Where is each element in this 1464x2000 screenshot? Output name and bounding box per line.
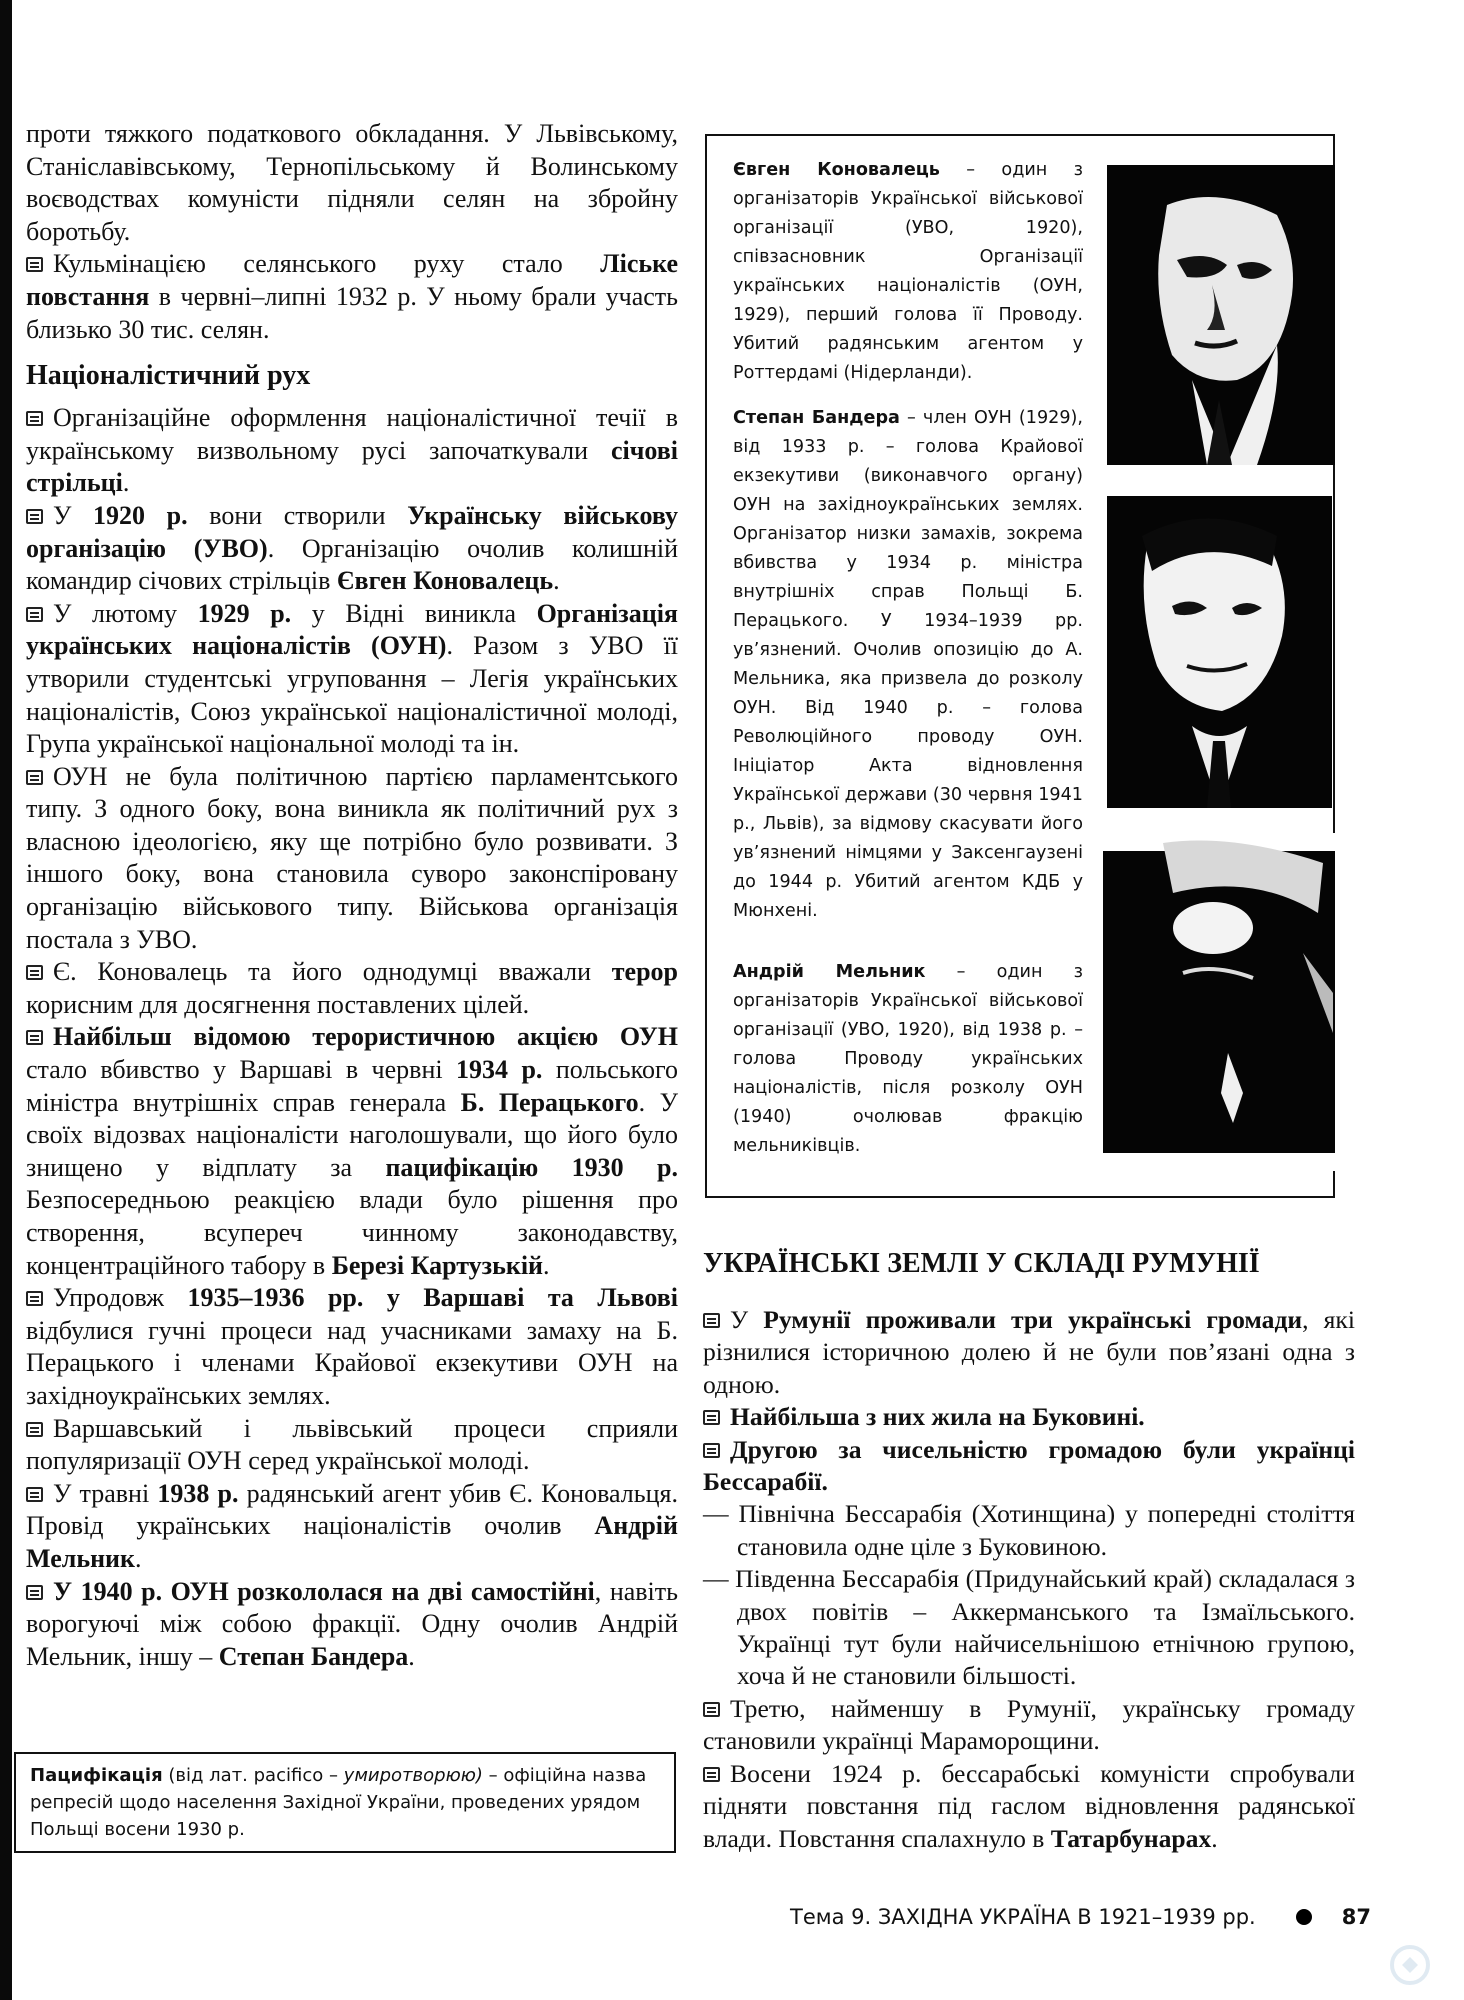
paragraph-not-party: ОУН не була політичною партією парламентського типу. З одного боку, вона виникла як політичний рух з власною ідеологією, яку ще потрібно було розвивати. З іншого боку, вона становила суворо законспіровану організацію військового типу. Військова організація постала з УВО. <box>26 761 678 954</box>
bio-konovalets: Євген Коновалець – один з організаторів Української військової організації (УВО, 1920), співзасновник Організації українських націоналістів (ОУН, 1929), перший голова її Проводу. Убитий радянським агентом у Роттердамі (Нідерланди). <box>733 160 1083 383</box>
notebook-icon <box>26 1291 43 1306</box>
notebook-icon <box>26 1422 43 1437</box>
bio-name: Євген Коновалець <box>733 160 940 180</box>
notebook-icon <box>703 1410 720 1425</box>
paragraph-formation: Організаційне оформлення націоналістичної течії в українському визвольному русі започаткували січові стрільці. <box>26 403 678 498</box>
notebook-icon <box>703 1702 720 1717</box>
bio-name: Андрій Мельник <box>733 962 926 982</box>
notebook-icon <box>26 509 43 524</box>
list-item-north-bessarabia: — Північна Бессарабія (Хотинщина) у попередні століття становила одне ціле з Буковиною. <box>703 1499 1355 1561</box>
paragraph-bessarabia: Другою за чисельністю громадою були українці Бессарабії. <box>703 1434 1355 1497</box>
paragraph-three-communities: У Румунії проживали три українські громади, які різнилися історичною долею й не були пов’язані одна з одною. <box>703 1305 1355 1399</box>
notebook-icon <box>703 1443 720 1458</box>
paragraph-terror: Є. Коновалець та його однодумці вважали терор корисним для досягнення поставлених цілей. <box>26 957 678 1019</box>
paragraph-maramures: Третю, найменшу в Румунії, українську громаду становили українці Мараморощини. <box>703 1693 1355 1756</box>
paragraph-popularization: Варшавський і львівський процеси сприяли популяризації ОУН серед української молоді. <box>26 1413 678 1476</box>
paragraph-oun: У лютому 1929 р. у Відні виникла Організація українських націоналістів (ОУН). Разом з УВО її утворили студентські угруповання – Легія українських націоналістів, Союз української націоналістичної молоді, Група української національної молоді та ін. <box>26 598 678 759</box>
paragraph-bukovina: Найбільша з них жила на Буковині. <box>703 1401 1355 1433</box>
bio-melnyk: Андрій Мельник – один з організаторів Української військової організації (УВО, 1920), від 1938 р. – голова Проводу українських націоналістів, після розколу ОУН (1940) очолював фракцію мельниківців. <box>733 962 1083 1156</box>
right-column-romania <box>703 1246 1355 1855</box>
definition-term: Пацифікація <box>30 1765 163 1786</box>
page-number: 87 <box>1341 1905 1371 1929</box>
list-item-south-bessarabia: — Південна Бессарабія (Придунайський край) складалася з двох повітів – Аккерманського та Ізмаїльського. Українці тут були найчисельнішою етнічною групою, хоча й не становили більшості. <box>703 1564 1355 1691</box>
notebook-icon <box>26 1030 43 1045</box>
portrait-melnyk <box>1103 833 1335 1171</box>
section-heading-nationalist: Націоналістичний рух <box>26 360 311 392</box>
notebook-icon <box>703 1313 720 1328</box>
notebook-icon <box>26 411 43 426</box>
portrait-konovalets <box>1107 165 1335 465</box>
bio-name: Степан Бандера <box>733 408 900 428</box>
paragraph-uvo: У 1920 р. вони створили Українську військову організацію (УВО). Організацію очолив колишній командир січових стрільців Євген Коновалець. <box>26 500 678 596</box>
notebook-icon <box>26 770 43 785</box>
notebook-icon <box>26 607 43 622</box>
paragraph-trials: Упродовж 1935–1936 рр. у Варшаві та Львові відбулися гучні процеси над учасниками замаху на Б. Перацького і членами Крайової екзекутиви ОУН на західноукраїнських землях. <box>26 1283 678 1410</box>
bullet-dot-icon <box>1296 1909 1312 1925</box>
paragraph-lisko: Кульмінацією селянського руху стало Ліське повстання в червні–липні 1932 р. У ньому брали участь близько 30 тис. селян. <box>26 249 678 344</box>
notebook-icon <box>26 1585 43 1600</box>
watermark-logo-stamp <box>1360 1940 1460 1990</box>
paragraph-1940: У 1940 р. ОУН розкололася на дві самостійні, навіть ворогуючі між собою фракції. Одну очолив Андрій Мельник, іншу – Степан Бандера. <box>26 1576 678 1671</box>
notebook-icon <box>26 1487 43 1502</box>
footer-topic: Тема 9. ЗАХІДНА УКРАЇНА В 1921–1939 рр. <box>790 1905 1256 1929</box>
notebook-icon <box>26 257 43 272</box>
scan-edge-shadow <box>0 0 12 2000</box>
definition-box-pacification: Пацифікація (від лат. pacifico – умиротворюю) – офіційна назва репресій щодо населення Західної України, проведених урядом Польщі восени 1930 р. <box>14 1752 676 1853</box>
paragraph-1938: У травні 1938 р. радянський агент убив Є. Коновальця. Провід українських націоналістів очолив Андрій Мельник. <box>26 1478 678 1573</box>
page-footer <box>790 1900 1410 1934</box>
portrait-bandera <box>1107 496 1332 808</box>
intro-paragraph: проти тяжкого податкового обкладання. У Львівському, Станіславівському, Тернопільському й Волинському воєводствах комуністи підняли селян на збройну боротьбу. <box>26 119 678 246</box>
bio-bandera: Степан Бандера – член ОУН (1929), від 1933 р. – голова Крайової екзекутиви (виконавчого органу) ОУН на західноукраїнських землях. Організатор низки замахів, зокрема вбивства у 1934 р. міністра внутрішніх справ Польщі Б. Перацького. У 1934–1939 рр. ув’язнений. Очолив опозицію до А. Мельника, яка призвела до розколу ОУН. Від 1940 р. – голова Революційного проводу ОУН. Ініціатор Акта відновлення Української держави (30 червня 1941 р., Львів), за відмову скасувати його ув’язнений німцями у Заксенгаузені до 1944 р. Убитий агентом КДБ у Мюнхені. <box>733 408 1083 921</box>
paragraph-pieracki: Найбільш відомою терористичною акцією ОУН стало вбивство у Варшаві в червні 1934 р. польського міністра внутрішніх справ генерала Б. Перацького. У своїх відозвах націоналісти наголошували, що його було знищено у відплату за пацифікацію 1930 р. Безпосередньою реакцією влади було рішення про створення, всупереч чинному законодавству, концентраційного табору в Березі Картузькій. <box>26 1022 679 1280</box>
paragraph-1924: Восени 1924 р. бессарабські комуністи спробували підняти повстання під гаслом відновлення радянської влади. Повстання спалахнуло в Татарбунарах. <box>703 1758 1355 1853</box>
notebook-icon <box>26 965 43 980</box>
section-heading-romania: УКРАЇНСЬКІ ЗЕМЛІ У СКЛАДІ РУМУНІЇ <box>703 1248 1260 1279</box>
left-column <box>26 118 678 1673</box>
notebook-icon <box>703 1767 720 1782</box>
